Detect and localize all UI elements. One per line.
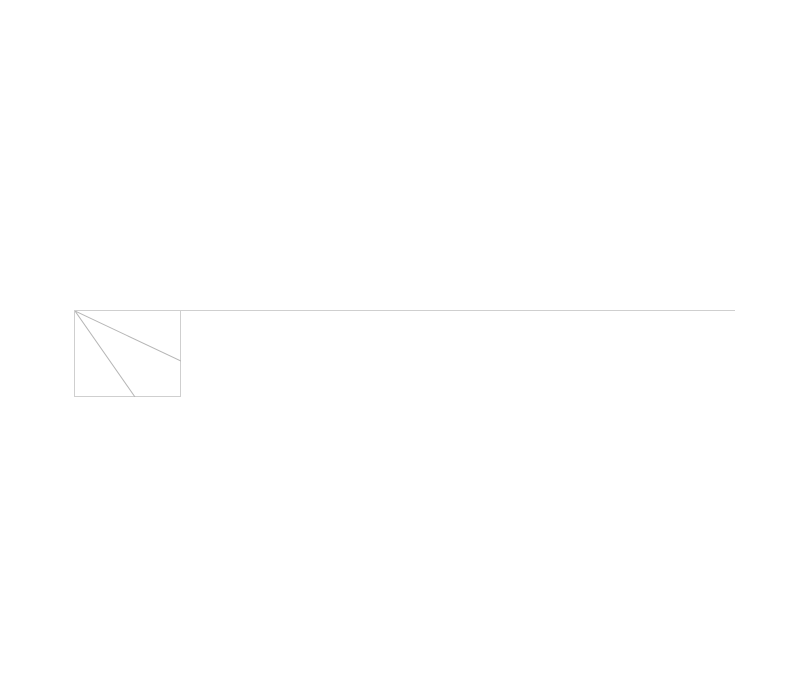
size-chart-table (74, 310, 735, 397)
diagonal-lines (75, 311, 181, 397)
corner-header (75, 311, 181, 397)
size-chart-header-row (75, 311, 735, 397)
